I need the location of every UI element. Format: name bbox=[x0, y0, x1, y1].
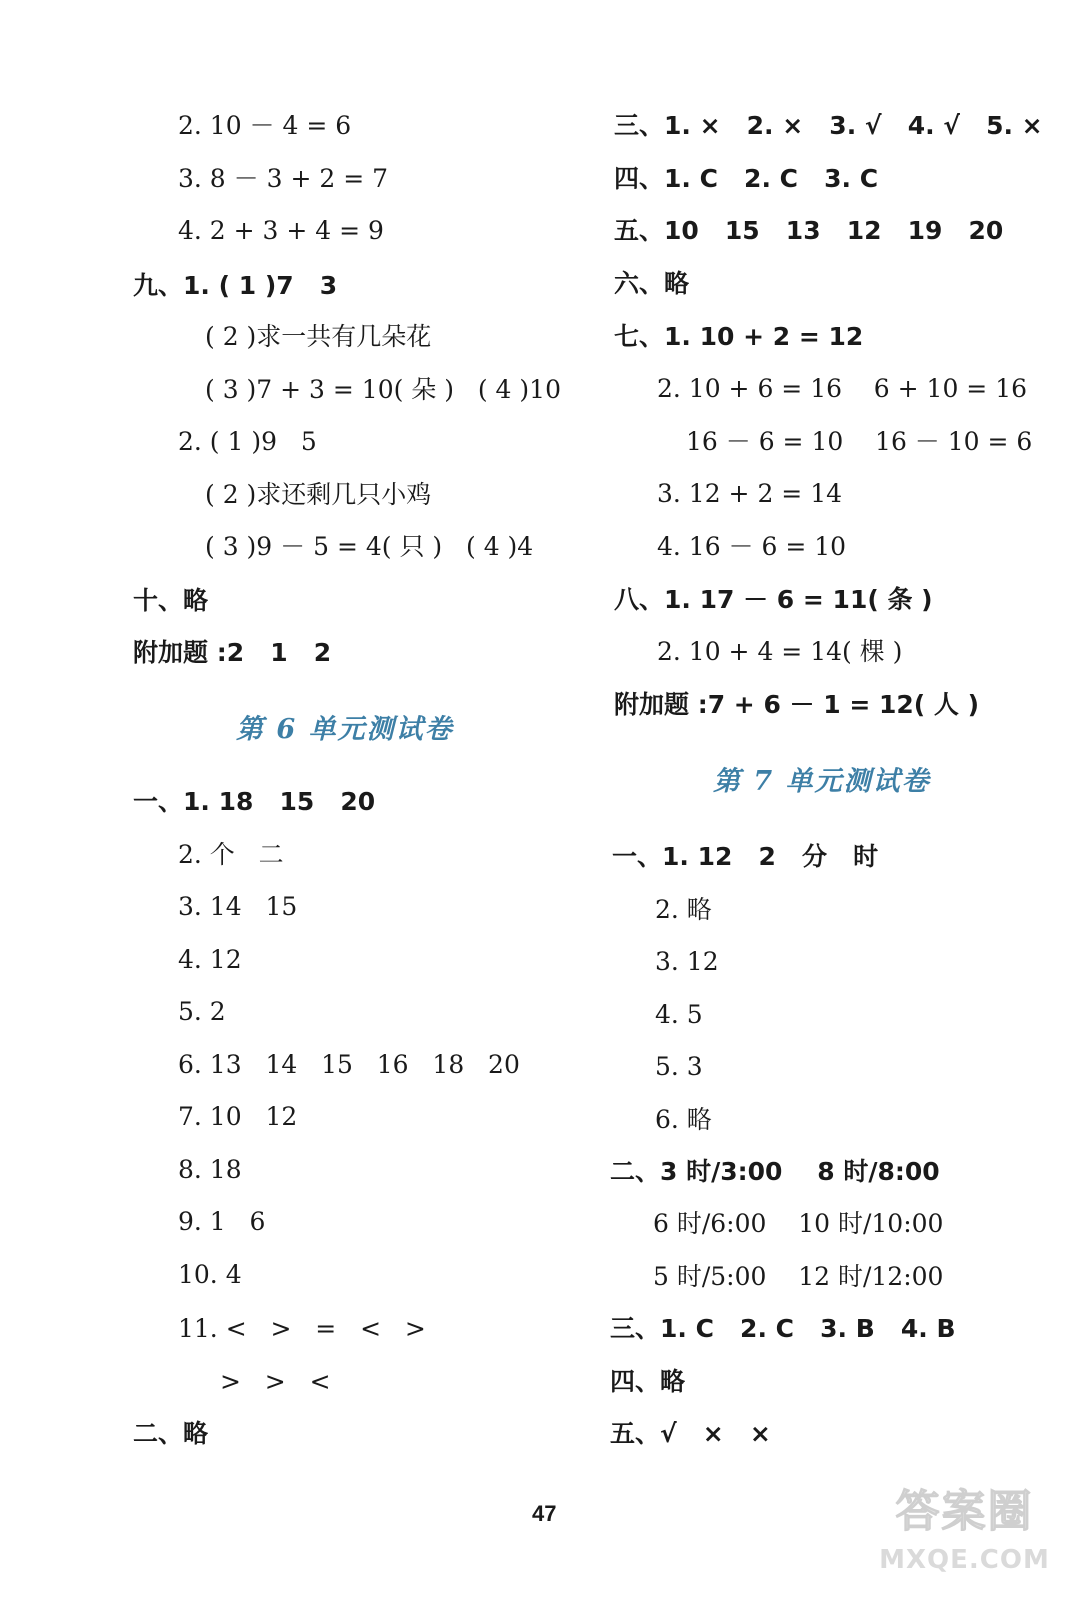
answer-line: 3. 12 + 2 = 14 bbox=[657, 479, 843, 508]
question-heading: 二、略 bbox=[133, 1419, 209, 1448]
answer-line: 7. 10 12 bbox=[178, 1102, 298, 1131]
watermark-logo bbox=[872, 1475, 1057, 1593]
answer-line: 4. 12 bbox=[178, 945, 242, 974]
section-title-unit-6: 第 6 单元测试卷 bbox=[236, 714, 454, 745]
answer-line: 6. 略 bbox=[655, 1105, 712, 1134]
answer-line: 2. 10 + 4 = 14( 棵 ) bbox=[657, 637, 903, 666]
answer-line: 10. 4 bbox=[178, 1260, 242, 1289]
answer-line: 11. < > = < > bbox=[178, 1314, 426, 1343]
question-heading: 一、1. 12 2 分 时 bbox=[612, 842, 879, 871]
bonus-question: 附加题 :7 + 6 － 1 = 12( 人 ) bbox=[614, 690, 980, 719]
answer-line: 2. 10 + 6 = 16 6 + 10 = 16 bbox=[657, 374, 1028, 403]
answer-line: 5. 3 bbox=[655, 1052, 703, 1081]
answer-line: 2. 10 － 4 = 6 bbox=[178, 111, 352, 140]
answer-line: 4. 5 bbox=[655, 1000, 703, 1029]
answer-line: 4. 16 － 6 = 10 bbox=[657, 532, 847, 561]
answer-line: 4. 2 + 3 + 4 = 9 bbox=[178, 216, 384, 245]
question-heading: 三、1. C 2. C 3. B 4. B bbox=[610, 1314, 956, 1343]
question-heading: 三、1. × 2. × 3. √ 4. √ 5. × bbox=[614, 111, 1043, 140]
question-heading: 十、略 bbox=[133, 586, 209, 615]
question-heading: 八、1. 17 － 6 = 11( 条 ) bbox=[614, 585, 933, 614]
answer-line: 9. 1 6 bbox=[178, 1207, 266, 1236]
question-heading: 一、1. 18 15 20 bbox=[133, 787, 376, 816]
answer-line: > > < bbox=[220, 1367, 331, 1396]
answer-line: ( 3 )7 + 3 = 10( 朵 ) ( 4 )10 bbox=[205, 375, 561, 404]
answer-line: 6 时/6:00 10 时/10:00 bbox=[653, 1209, 944, 1238]
answer-line: 5 时/5:00 12 时/12:00 bbox=[653, 1262, 944, 1291]
question-heading: 五、√ × × bbox=[610, 1419, 771, 1448]
question-heading: 七、1. 10 + 2 = 12 bbox=[614, 322, 864, 351]
answer-line: 3. 8 － 3 + 2 = 7 bbox=[178, 164, 388, 193]
bonus-question: 附加题 :2 1 2 bbox=[133, 638, 332, 667]
page-number: 47 bbox=[532, 1501, 557, 1526]
question-heading: 六、略 bbox=[614, 269, 690, 298]
answer-line: 16 － 6 = 10 16 － 10 = 6 bbox=[686, 427, 1033, 456]
answer-line: 6. 13 14 15 16 18 20 bbox=[178, 1050, 520, 1079]
section-title-unit-7: 第 7 单元测试卷 bbox=[713, 766, 931, 797]
answer-line: ( 2 )求一共有几朵花 bbox=[205, 322, 432, 351]
answer-line: 2. ( 1 )9 5 bbox=[178, 427, 317, 456]
answer-line: ( 2 )求还剩几只小鸡 bbox=[205, 480, 432, 509]
answer-line: 2. 略 bbox=[655, 895, 712, 924]
answer-line: 3. 14 15 bbox=[178, 892, 298, 921]
watermark-url: MXQE.COM bbox=[879, 1545, 1050, 1575]
watermark-text: 答案圈 bbox=[895, 1486, 1034, 1537]
answer-line: 3. 12 bbox=[655, 947, 719, 976]
question-heading: 九、1. ( 1 )7 3 bbox=[133, 271, 338, 300]
answer-line: ( 3 )9 － 5 = 4( 只 ) ( 4 )4 bbox=[205, 532, 534, 561]
question-heading: 二、3 时/3:00 8 时/8:00 bbox=[610, 1157, 940, 1186]
question-heading: 四、略 bbox=[610, 1367, 686, 1396]
answer-line: 8. 18 bbox=[178, 1155, 242, 1184]
answer-line: 2. 个 二 bbox=[178, 840, 284, 869]
question-heading: 四、1. C 2. C 3. C bbox=[614, 164, 879, 193]
answer-line: 5. 2 bbox=[178, 997, 226, 1026]
question-heading: 五、10 15 13 12 19 20 bbox=[614, 216, 1004, 245]
